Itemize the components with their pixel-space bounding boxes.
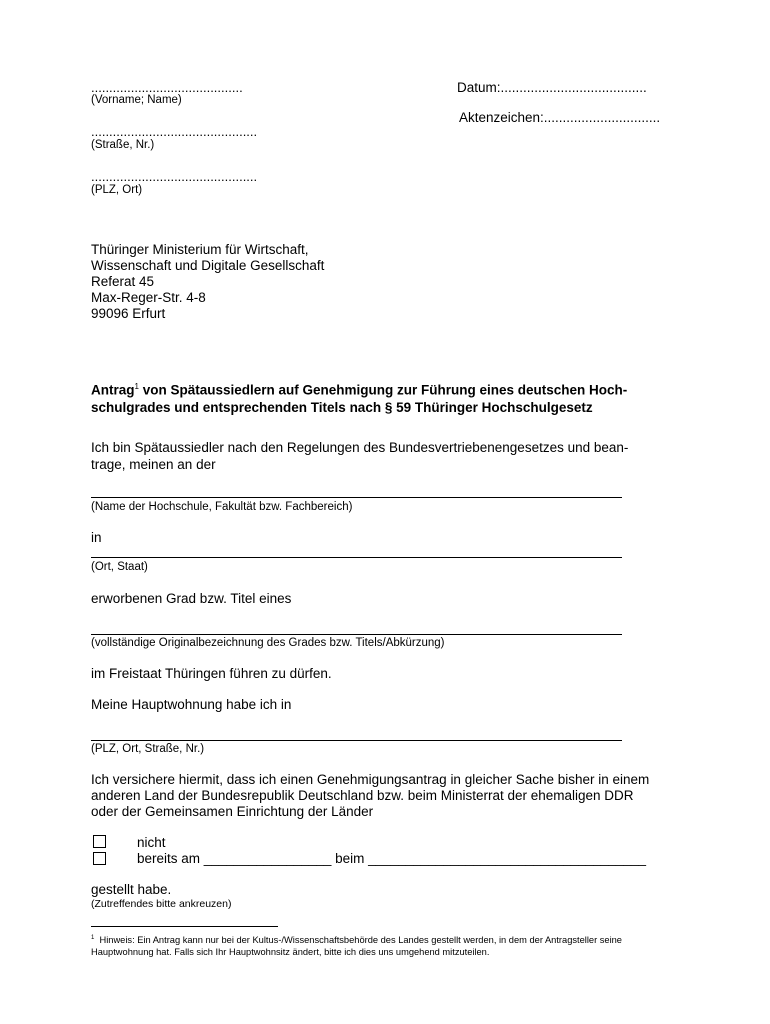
in-word: in xyxy=(91,530,102,545)
subject-heading xyxy=(91,378,627,416)
date-field: Datum:....................................... xyxy=(457,80,647,95)
tick-hint: (Zutreffendes bitte ankreuzen) xyxy=(91,898,232,910)
street-field-label: (Straße, Nr.) xyxy=(91,139,155,151)
recipient-line-4: Max-Reger-Str. 4-8 xyxy=(91,290,206,305)
place-input-line[interactable] xyxy=(91,557,622,558)
subject-rest: von Spätaussiedlern auf Genehmigung zur Führung eines deutschen Hoch- xyxy=(138,382,628,398)
subject-word: Antrag xyxy=(91,382,135,398)
assurance-paragraph xyxy=(91,772,649,820)
intro-line-2: trage, meinen an der xyxy=(91,457,216,472)
university-input-line[interactable] xyxy=(91,497,622,498)
footnote xyxy=(91,932,622,958)
footnote-rule xyxy=(91,926,278,927)
city-field-dots: .............................................. xyxy=(91,169,258,184)
university-label: (Name der Hochschule, Fakultät bzw. Fachbereich) xyxy=(91,501,353,513)
assurance-line-2: anderen Land der Bundesrepublik Deutschland bzw. beim Ministerrat der ehemaligen DDR xyxy=(91,788,634,803)
option-already-label: bereits am _________________ beim _____________________________________ xyxy=(137,851,646,866)
recipient-line-2: Wissenschaft und Digitale Gesellschaft xyxy=(91,258,325,273)
footnote-line-1 xyxy=(91,932,622,946)
footnote-line-2: Hauptwohnung hat. Falls sich Ihr Hauptwohnsitz ändert, bitte ich dies uns umgehend mitzuteilen. xyxy=(91,947,490,958)
file-number-field: Aktenzeichen:............................... xyxy=(459,110,661,125)
intro-paragraph xyxy=(91,439,628,473)
made-line: gestellt habe. xyxy=(91,882,172,897)
place-label: (Ort, Staat) xyxy=(91,561,148,573)
name-field-dots: .......................................... xyxy=(91,80,243,95)
checkbox-not[interactable] xyxy=(93,835,106,848)
recipient-line-3: Referat 45 xyxy=(91,274,155,289)
recipient-line-5: 99096 Erfurt xyxy=(91,306,166,321)
recipient-address xyxy=(91,242,324,322)
residence-input-line[interactable] xyxy=(91,740,622,741)
intro-line-1: Ich bin Spätaussiedler nach den Regelungen des Bundesvertriebenengesetzes und bean- xyxy=(91,440,629,455)
subject-line-2: schulgrades und entsprechenden Titels nach § 59 Thüringer Hochschulgesetz xyxy=(91,399,593,415)
name-field-label: (Vorname; Name) xyxy=(91,94,182,106)
degree-input-line[interactable] xyxy=(91,634,622,635)
residence-intro: Meine Hauptwohnung habe ich in xyxy=(91,697,292,712)
option-not-label: nicht xyxy=(137,835,166,850)
thuringia-line: im Freistaat Thüringen führen zu dürfen. xyxy=(91,666,332,681)
residence-label: (PLZ, Ort, Straße, Nr.) xyxy=(91,743,205,755)
degree-intro: erworbenen Grad bzw. Titel eines xyxy=(91,591,292,606)
degree-label: (vollständige Originalbezeichnung des Grades bzw. Titels/Abkürzung) xyxy=(91,637,445,649)
footnote-ref: 1 xyxy=(134,382,139,391)
street-field-dots: .............................................. xyxy=(91,124,258,139)
assurance-line-3: oder der Gemeinsamen Einrichtung der Länder xyxy=(91,804,374,819)
subject-line-1 xyxy=(91,378,627,399)
assurance-line-1: Ich versichere hiermit, dass ich einen Genehmigungsantrag in gleicher Sache bisher in einem xyxy=(91,772,650,787)
footnote-text-1: Hinweis: Ein Antrag kann nur bei der Kultus-/Wissenschaftsbehörde des Landes gestellt werden, in dem der Antragsteller seine xyxy=(99,935,622,946)
checkbox-already[interactable] xyxy=(93,852,106,865)
recipient-line-1: Thüringer Ministerium für Wirtschaft, xyxy=(91,242,309,257)
footnote-mark: 1 xyxy=(91,935,95,941)
city-field-label: (PLZ, Ort) xyxy=(91,184,143,196)
